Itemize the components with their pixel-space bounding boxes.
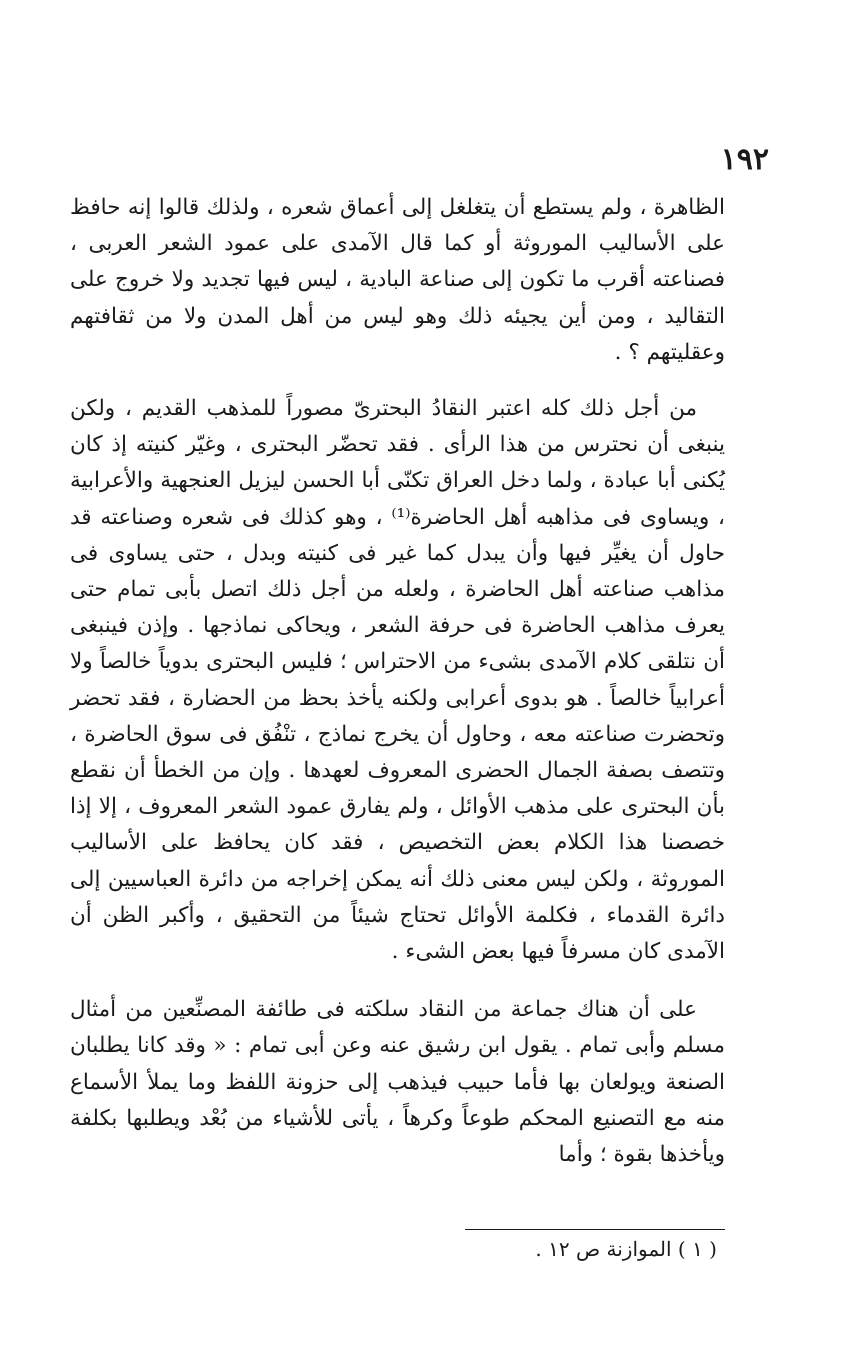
page-number: ١٩٢ bbox=[720, 142, 769, 177]
paragraph-gap bbox=[70, 970, 725, 992]
page-body bbox=[70, 190, 725, 1173]
footnote: ( ١ ) الموازنة ص ١٢ . bbox=[535, 1237, 717, 1261]
paragraph-gap bbox=[70, 371, 725, 391]
paragraph-1: الظاهرة ، ولم يستطع أن يتغلغل إلى أعماق شعره ، ولذلك قالوا إنه حافظ على الأساليب الموروثة أو كما قال الآمدى على عمود الشعر العربى ، فصناعته أقرب ما تكون إلى صناعة البادية ، ليس فيها تجديد ولا خروج على التقاليد ، ومن أين يجيئه ذلك وهو ليس من أهل المدن ولا من ثقافتهم وعقليتهم ؟ . bbox=[70, 195, 725, 365]
paragraph-3: على أن هناك جماعة من النقاد سلكته فى طائفة المصنِّعين من أمثال مسلم وأبى تمام . يقول ابن رشيق عنه وعن أبى تمام : « وقد كانا يطلبان الصنعة ويولعان بها فأما حبيب فيذهب إلى حزونة اللفظ وما يملأ الأسماع منه مع التصنيع المحكم طوعاً وكرهاً ، يأتى للأشياء من بُعْد ويطلبها بكلفة ويأخذها بقوة ؛ وأما bbox=[70, 997, 725, 1168]
paragraph-2: من أجل ذلك كله اعتبر النقادُ البحترىّ مصوراً للمذهب القديم ، ولكن ينبغى أن نحترس من هذا الرأى . فقد تحضّر البحترى ، وغيّر كنيته إذ كان يُكنى أبا عبادة ، ولما دخل العراق تكنّى أبا الحسن ليزيل العنجهية والأعرابية ، ويساوى فى مذاهبه أهل الحاضرة⁽¹⁾ ، وهو كذلك فى شعره وصناعته قد حاول أن يغيِّر فيها وأن يبدل كما غير فى كنيته وبدل ، حتى يساوى فى مذاهب صناعته أهل الحاضرة ، ولعله من أجل ذلك اتصل بأبى تمام حتى يعرف مذاهب الحاضرة فى حرفة الشعر ، ويحاكى نماذجها . وإذن فينبغى أن نتلقى كلام الآمدى بشىء من الاحتراس ؛ فليس البحترى بدوياً خالصاً ولا أعرابياً خالصاً . هو بدوى أعرابى ولكنه يأخذ بحظ من الحضارة ، فقد تحضر وتحضرت صناعته معه ، وحاول أن يخرج نماذج ، تنْفُق فى سوق الحاضرة ، وتتصف بصفة الجمال الحضرى المعروف لعهدها . وإن من الخطأ أن نقطع بأن البحترى على مذهب الأوائل ، ولم يفارق عمود الشعر المعروف ، إلا إذا خصصنا هذا الكلام بعض التخصيص ، فقد كان يحافظ على الأساليب الموروثة ، ولكن ليس معنى ذلك أنه يمكن إخراجه من دائرة العباسيين إلى دائرة القدماء ، فكلمة الأوائل تحتاج شيئاً من التحقيق ، وأكبر الظن أن الآمدى كان مسرفاً فيها بعض الشىء . bbox=[70, 396, 725, 965]
footnote-divider bbox=[465, 1229, 725, 1230]
